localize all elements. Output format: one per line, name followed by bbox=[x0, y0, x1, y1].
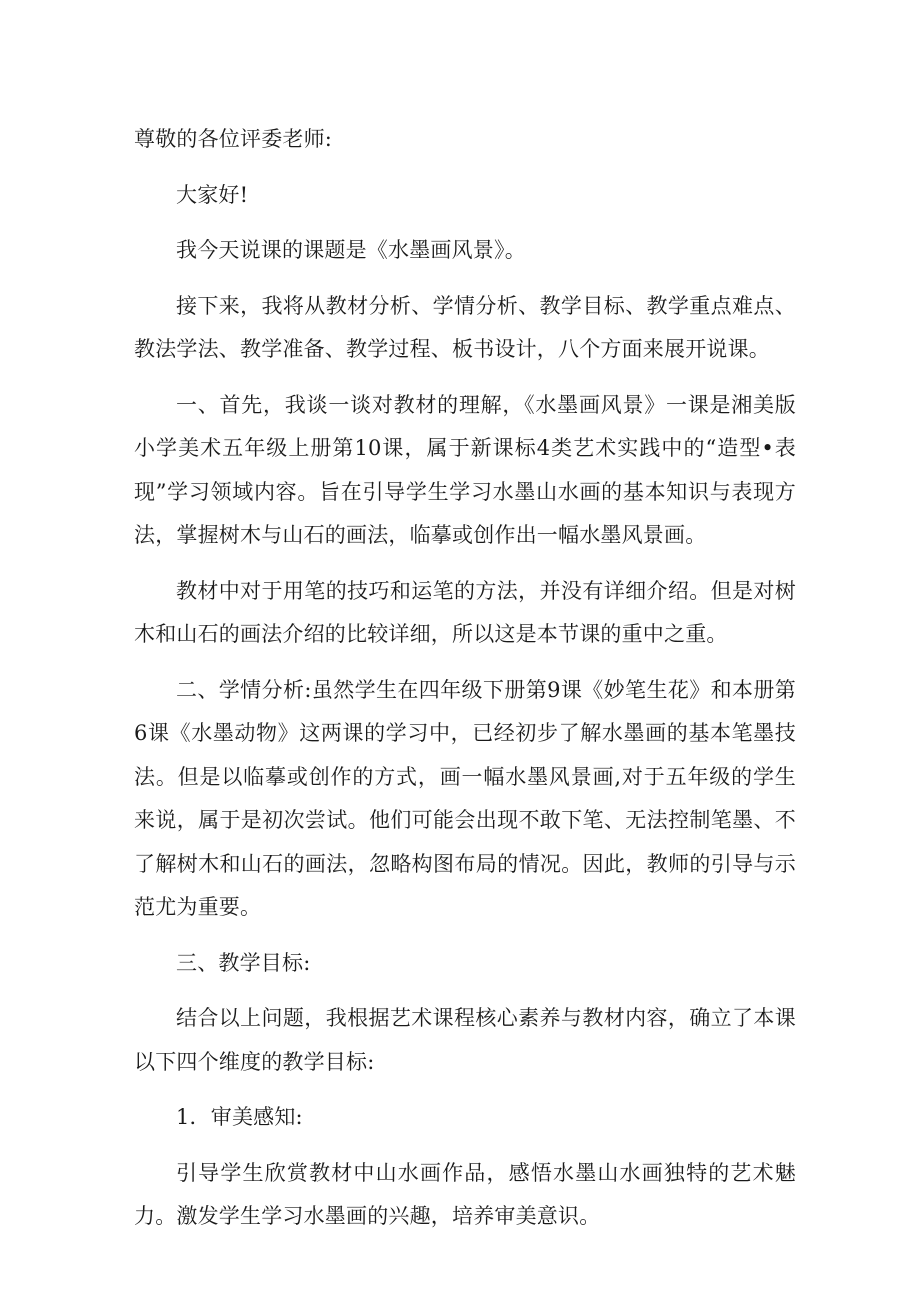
paragraph-outline: 接下来，我将从教材分析、学情分析、教学目标、教学重点难点、教法学法、教学准备、教学过程、板书设计，八个方面来展开说课。 bbox=[134, 293, 796, 361]
heading-teaching-goals: 三、教学目标: bbox=[176, 950, 311, 975]
document-body bbox=[134, 118, 796, 1251]
paragraph-goals-intro: 结合以上问题，我根据艺术课程核心素养与教材内容，确立了本课以下四个维度的教学目标: bbox=[134, 1006, 796, 1074]
salutation: 尊敬的各位评委老师: bbox=[134, 127, 333, 151]
paragraph-greeting: 大家好! bbox=[176, 182, 249, 207]
paragraph-textbook-focus: 教材中对于用笔的技巧和运笔的方法，并没有详细介绍。但是对树木和山石的画法介绍的比较详细，所以这是本节课的重中之重。 bbox=[134, 578, 796, 646]
paragraph-aesthetic-perception: 引导学生欣赏教材中山水画作品，感悟水墨山水画独特的艺术魅力。激发学生学习水墨画的兴趣，培养审美意识。 bbox=[134, 1160, 796, 1228]
paragraph-textbook-analysis: 一、首先，我谈一谈对教材的理解，《水墨画风景》一课是湘美版小学美术五年级上册第10课，属于新课标4类艺术实践中的“造型•表现”学习领域内容。旨在引导学生学习水墨山水画的基本知识与表现方法，掌握树木与山石的画法，临摹或创作出一幅水墨风景画。 bbox=[134, 392, 796, 547]
paragraph-topic: 我今天说课的课题是《水墨画风景》。 bbox=[176, 238, 526, 262]
heading-aesthetic-perception: 1．审美感知: bbox=[176, 1105, 303, 1129]
paragraph-student-analysis: 二、学情分析:虽然学生在四年级下册第9课《妙笔生花》和本册第6课《水墨动物》这两课的学习中，已经初步了解水墨画的基本笔墨技法。但是以临摹或创作的方式，画一幅水墨风景画,对于五年级的学生来说，属于是初次尝试。他们可能会出现不敢下笔、无法控制笔墨、不了解树木和山石的画法，忽略构图布局的情况。因此，教师的引导与示范尤为重要。 bbox=[134, 677, 796, 919]
